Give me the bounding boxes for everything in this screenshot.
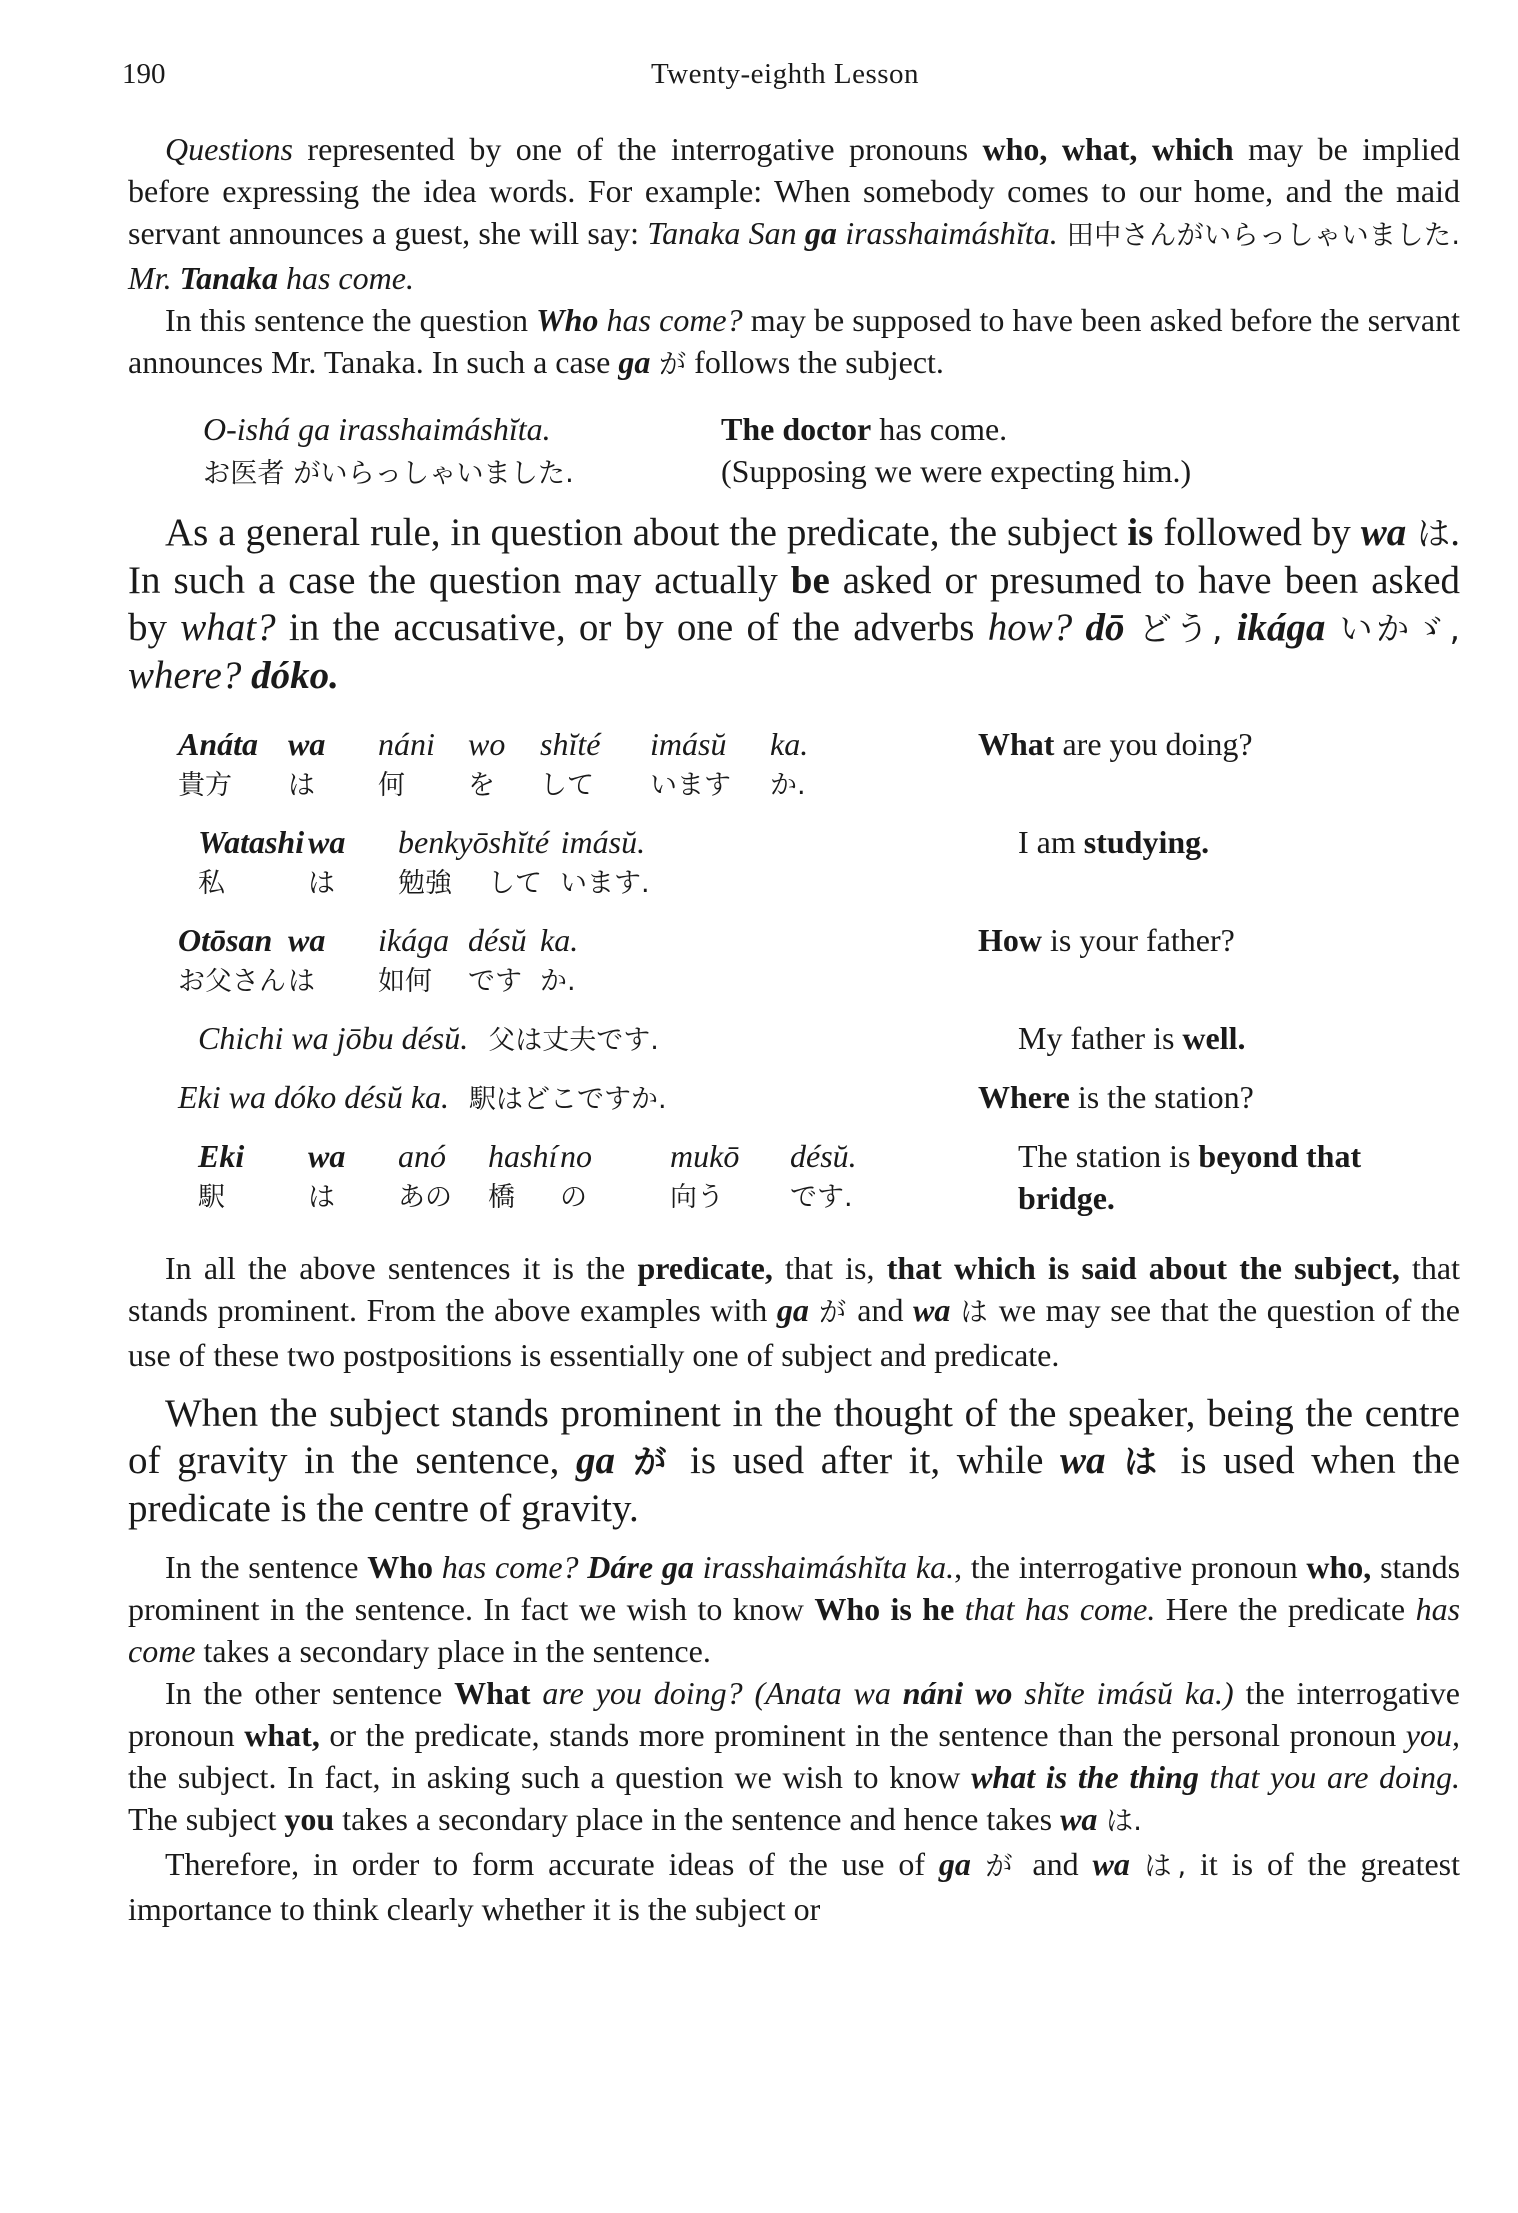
example-romaji-word: shĭté: [540, 726, 601, 762]
example-japanese-word: お父さん: [178, 966, 286, 997]
example-english-bold: studying.: [1083, 824, 1210, 860]
example-english: The station is: [1018, 1138, 1199, 1174]
example-romaji: Chichi wa jōbu désŭ.: [198, 1020, 469, 1056]
example-japanese-word: 貴方: [178, 770, 232, 801]
example-japanese: 駅はどこですか.: [469, 1084, 667, 1115]
example-japanese-word: います: [650, 770, 731, 801]
example-japanese-word: して: [488, 868, 542, 899]
example-romaji-word: mukō: [670, 1138, 740, 1174]
paragraph-what: In the other sentence What are you doing? (Anata wa náni wo shĭte imásŭ ka.) the interrogative pronoun what, or the predicate, stands more prominent in the sentence than the personal pronoun you, the subject. In fact, in asking such a question we wish to know what is the thing that you are doing. The subject you takes a secondary place in the sentence and hence takes wa は.: [128, 1675, 1461, 1837]
example-japanese-word: 駅: [198, 1182, 225, 1213]
example-japanese-word: 何: [378, 770, 405, 801]
example-romaji-word: wa: [288, 922, 326, 958]
paragraph-general-rule: As a general rule, in question about the predicate, the subject is followed by wa は. In such a case the question may actually be asked or presumed to have been asked by what? in the accusative, or by one of the adverbs how? dō どう, ikága いかゞ, where? dóko.: [128, 511, 1461, 697]
page-number: 190: [122, 58, 166, 90]
example-row: [128, 919, 1460, 1003]
running-title: Twenty-eighth Lesson: [650, 58, 920, 90]
example-romaji-word: imásŭ: [650, 726, 727, 762]
example-romaji-word: no: [560, 1138, 592, 1174]
example-japanese-word: して: [540, 770, 594, 801]
example-romaji-word: wa: [288, 726, 326, 762]
paragraph-who-has-come: In this sentence the question Who has come? may be supposed to have been asked before the servant announces Mr. Tanaka. In such a case ga が follows the subject.: [128, 302, 1461, 380]
example-japanese-word: います.: [560, 868, 650, 899]
paragraph-predicate: In all the above sentences it is the predicate, that is, that which is said about the subject, that stands prominent. From the above examples with ga が and wa は we may see that the question of the use of these two postpositions is essentially one of subject and predicate.: [128, 1250, 1461, 1373]
example-romaji: O-ishá ga irasshaimáshĭta.: [203, 411, 551, 447]
example-english-bold: beyond that bridge.: [1018, 1138, 1362, 1216]
page-body: [128, 128, 1460, 1930]
example-romaji-word: ikága: [378, 922, 450, 958]
example-japanese-word: か.: [770, 770, 806, 801]
example-romaji-word: Watashi: [198, 824, 305, 860]
example-english: My father is: [1018, 1020, 1183, 1056]
example-row: [128, 723, 1460, 807]
example-japanese-word: を: [468, 770, 495, 801]
example-romaji-word: imásŭ.: [560, 824, 646, 860]
example-english-bold: What: [978, 726, 1055, 762]
example-romaji-word: désŭ.: [790, 1138, 857, 1174]
example-japanese-word: は: [288, 966, 315, 997]
paragraph-questions: Questions represented by one of the interrogative pronouns who, what, which may be implied before expressing the idea words. For example: When somebody comes to our home, and the maid servant announces a guest, she will say: Tanaka San ga irasshaimáshĭta. 田中さんがいらっしゃいました. Mr. Tanaka has come.: [128, 131, 1461, 296]
examples-block: [128, 723, 1460, 1219]
example-japanese-word: の: [560, 1182, 587, 1213]
example-japanese-word: 如何: [378, 966, 432, 997]
example-doctor: O-ishá ga irasshaimáshĭta. The doctor has come. お医者 がいらっしゃいました. (Supposing we were expecting him.): [203, 411, 1192, 489]
example-romaji-word: Otōsan: [178, 922, 273, 958]
example-english: I am: [1018, 824, 1084, 860]
example-romaji-word: shĭté: [488, 824, 550, 860]
example-english-bold: well.: [1182, 1020, 1246, 1056]
example-japanese-word: 向う: [670, 1182, 724, 1213]
example-row: [128, 1017, 1460, 1062]
example-japanese-word: か.: [540, 966, 576, 997]
example-romaji-word: wa: [308, 824, 346, 860]
example-row: [128, 1076, 1460, 1121]
example-english: is the station?: [1069, 1079, 1254, 1115]
example-japanese-word: 橋: [488, 1182, 515, 1213]
example-english: are you doing?: [1054, 726, 1253, 762]
example-japanese-word: 私: [198, 868, 225, 899]
example-japanese: お医者 がいらっしゃいました.: [203, 458, 574, 489]
example-note: (Supposing we were expecting him.): [721, 453, 1192, 489]
paragraph-centre-of-gravity: When the subject stands prominent in the thought of the speaker, being the centre of gravity in the sentence, ga が is used after it, while wa は is used when the predicate is the centre of gravity.: [128, 1392, 1461, 1530]
example-english-bold: Where: [978, 1079, 1070, 1115]
example-romaji-word: anó: [398, 1138, 446, 1174]
example-romaji-word: désŭ: [468, 922, 527, 958]
example-romaji-word: náni: [378, 726, 435, 762]
example-row: [128, 1135, 1460, 1219]
example-japanese-word: は: [308, 1182, 335, 1213]
example-row: [128, 821, 1460, 905]
example-romaji-word: wa: [308, 1138, 346, 1174]
example-romaji-word: Anáta: [178, 726, 259, 762]
example-english: is your father?: [1042, 922, 1235, 958]
paragraph-therefore: Therefore, in order to form accurate ideas of the use of ga が and wa は, it is of the greatest importance to think clearly whether it is the subject or: [128, 1846, 1461, 1927]
example-japanese-word: は: [308, 868, 335, 899]
example-japanese-word: です.: [790, 1182, 853, 1213]
example-japanese-word: あの: [398, 1182, 452, 1213]
example-japanese-word: です: [468, 966, 522, 997]
example-english-bold: How: [978, 922, 1042, 958]
example-romaji-word: ka.: [770, 726, 809, 762]
example-romaji: Eki wa dóko désŭ ka.: [178, 1079, 450, 1115]
example-japanese-word: は: [288, 770, 315, 801]
example-japanese: 父は丈夫です.: [488, 1025, 659, 1056]
page-header: [122, 58, 1448, 98]
example-romaji-word: wo: [468, 726, 506, 762]
example-romaji-word: ka.: [540, 922, 579, 958]
paragraph-who: In the sentence Who has come? Dáre ga irasshaimáshĭta ka., the interrogative pronoun who, stands prominent in the sentence. In fact we wish to know Who is he that has come. Here the predicate has come takes a secondary place in the sentence.: [128, 1549, 1461, 1669]
example-romaji-word: hashí: [488, 1138, 558, 1174]
example-romaji-word: benkyō: [398, 824, 489, 860]
example-japanese-word: 勉強: [398, 868, 452, 899]
example-romaji-word: Eki: [198, 1138, 245, 1174]
